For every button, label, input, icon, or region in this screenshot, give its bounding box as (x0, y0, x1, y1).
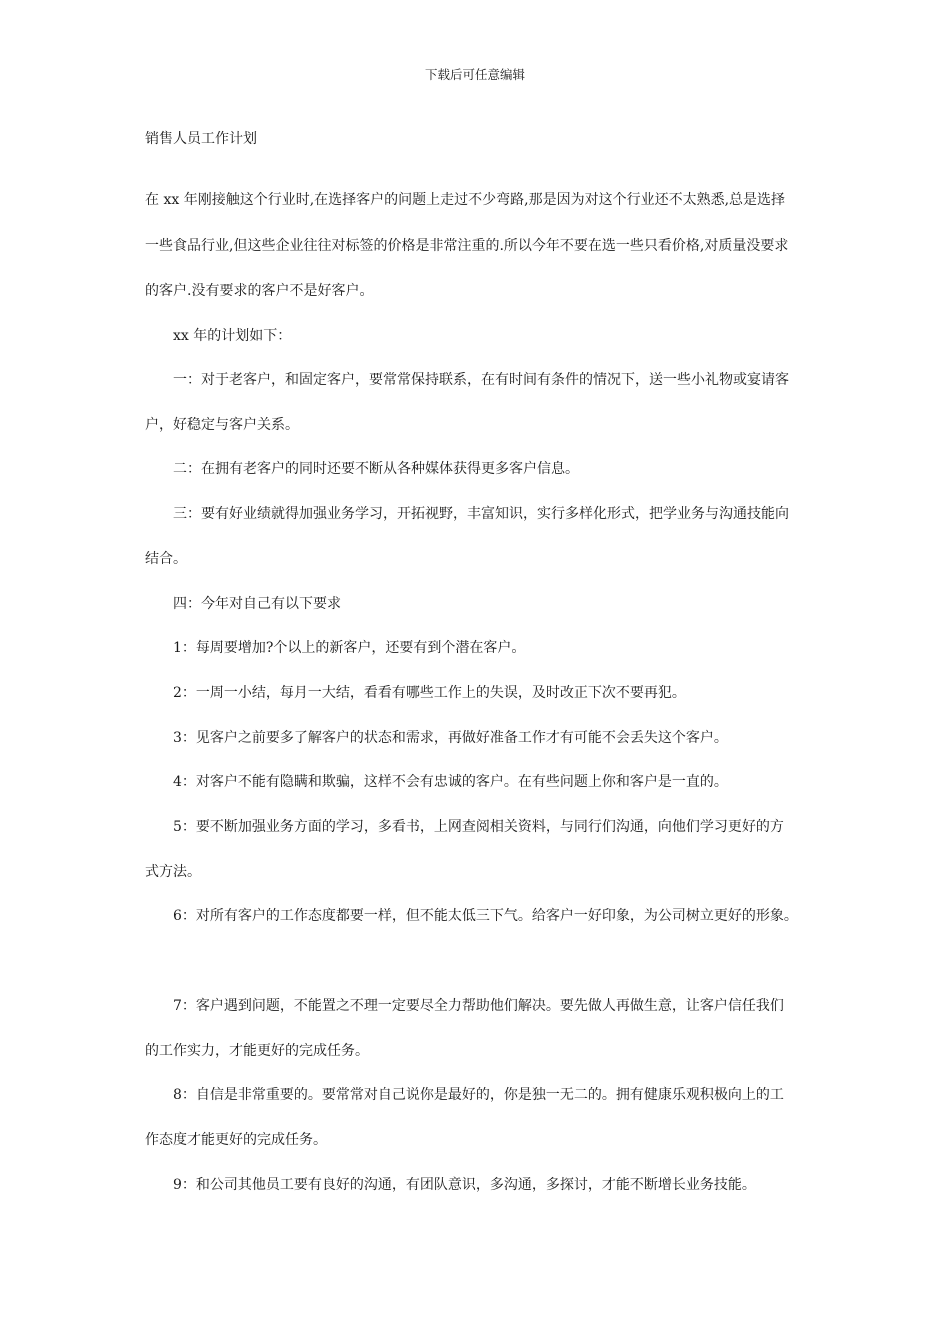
body-line: 6：对所有客户的工作态度都要一样，但不能太低三下气。给客户一好印象，为公司树立更好的形象。 (173, 908, 798, 924)
body-line: 户，好稳定与客户关系。 (145, 417, 299, 433)
body-line: 的客户.没有要求的客户不是好客户。 (145, 283, 374, 299)
body-line: 一：对于老客户，和固定客户，要常常保持联系，在有时间有条件的情况下，送一些小礼物或宴请客 (173, 372, 789, 388)
body-line: 的工作实力，才能更好的完成任务。 (145, 1043, 369, 1059)
body-line: 一些食品行业,但这些企业往往对标签的价格是非常注重的.所以今年不要在选一些只看价格,对质量没要求 (145, 238, 789, 254)
body-line: 1：每周要增加?个以上的新客户，还要有到个潜在客户。 (173, 640, 526, 656)
body-line: xx 年的计划如下： (173, 328, 292, 344)
body-line: 四：今年对自己有以下要求 (173, 596, 341, 612)
body-line: 二：在拥有老客户的同时还要不断从各种媒体获得更多客户信息。 (173, 461, 579, 477)
page-header: 下载后可任意编辑 (424, 67, 525, 82)
document-title: 销售人员工作计划 (145, 131, 257, 147)
body-line: 结合。 (145, 551, 187, 567)
body-line: 三：要有好业绩就得加强业务学习，开拓视野，丰富知识，实行多样化形式，把学业务与沟通技能向 (173, 506, 789, 522)
body-line: 9：和公司其他员工要有良好的沟通，有团队意识，多沟通，多探讨，才能不断增长业务技能。 (173, 1177, 756, 1193)
body-line: 4：对客户不能有隐瞒和欺骗，这样不会有忠诚的客户。在有些问题上你和客户是一直的。 (173, 774, 728, 790)
body-line: 作态度才能更好的完成任务。 (145, 1132, 327, 1148)
body-line: 2：一周一小结，每月一大结，看看有哪些工作上的失误，及时改正下次不要再犯。 (173, 685, 686, 701)
body-line: 在 xx 年刚接触这个行业时,在选择客户的问题上走过不少弯路,那是因为对这个行业还不太熟悉,总是选择 (145, 192, 786, 208)
body-line: 5：要不断加强业务方面的学习，多看书，上网查阅相关资料，与同行们沟通，向他们学习更好的方 (173, 819, 784, 835)
body-line: 式方法。 (145, 864, 201, 880)
body-line: 7：客户遇到问题，不能置之不理一定要尽全力帮助他们解决。要先做人再做生意，让客户信任我们 (173, 998, 784, 1014)
body-line: 8：自信是非常重要的。要常常对自己说你是最好的，你是独一无二的。拥有健康乐观积极向上的工 (173, 1087, 784, 1103)
body-line: 3：见客户之前要多了解客户的状态和需求，再做好准备工作才有可能不会丢失这个客户。 (173, 730, 728, 746)
